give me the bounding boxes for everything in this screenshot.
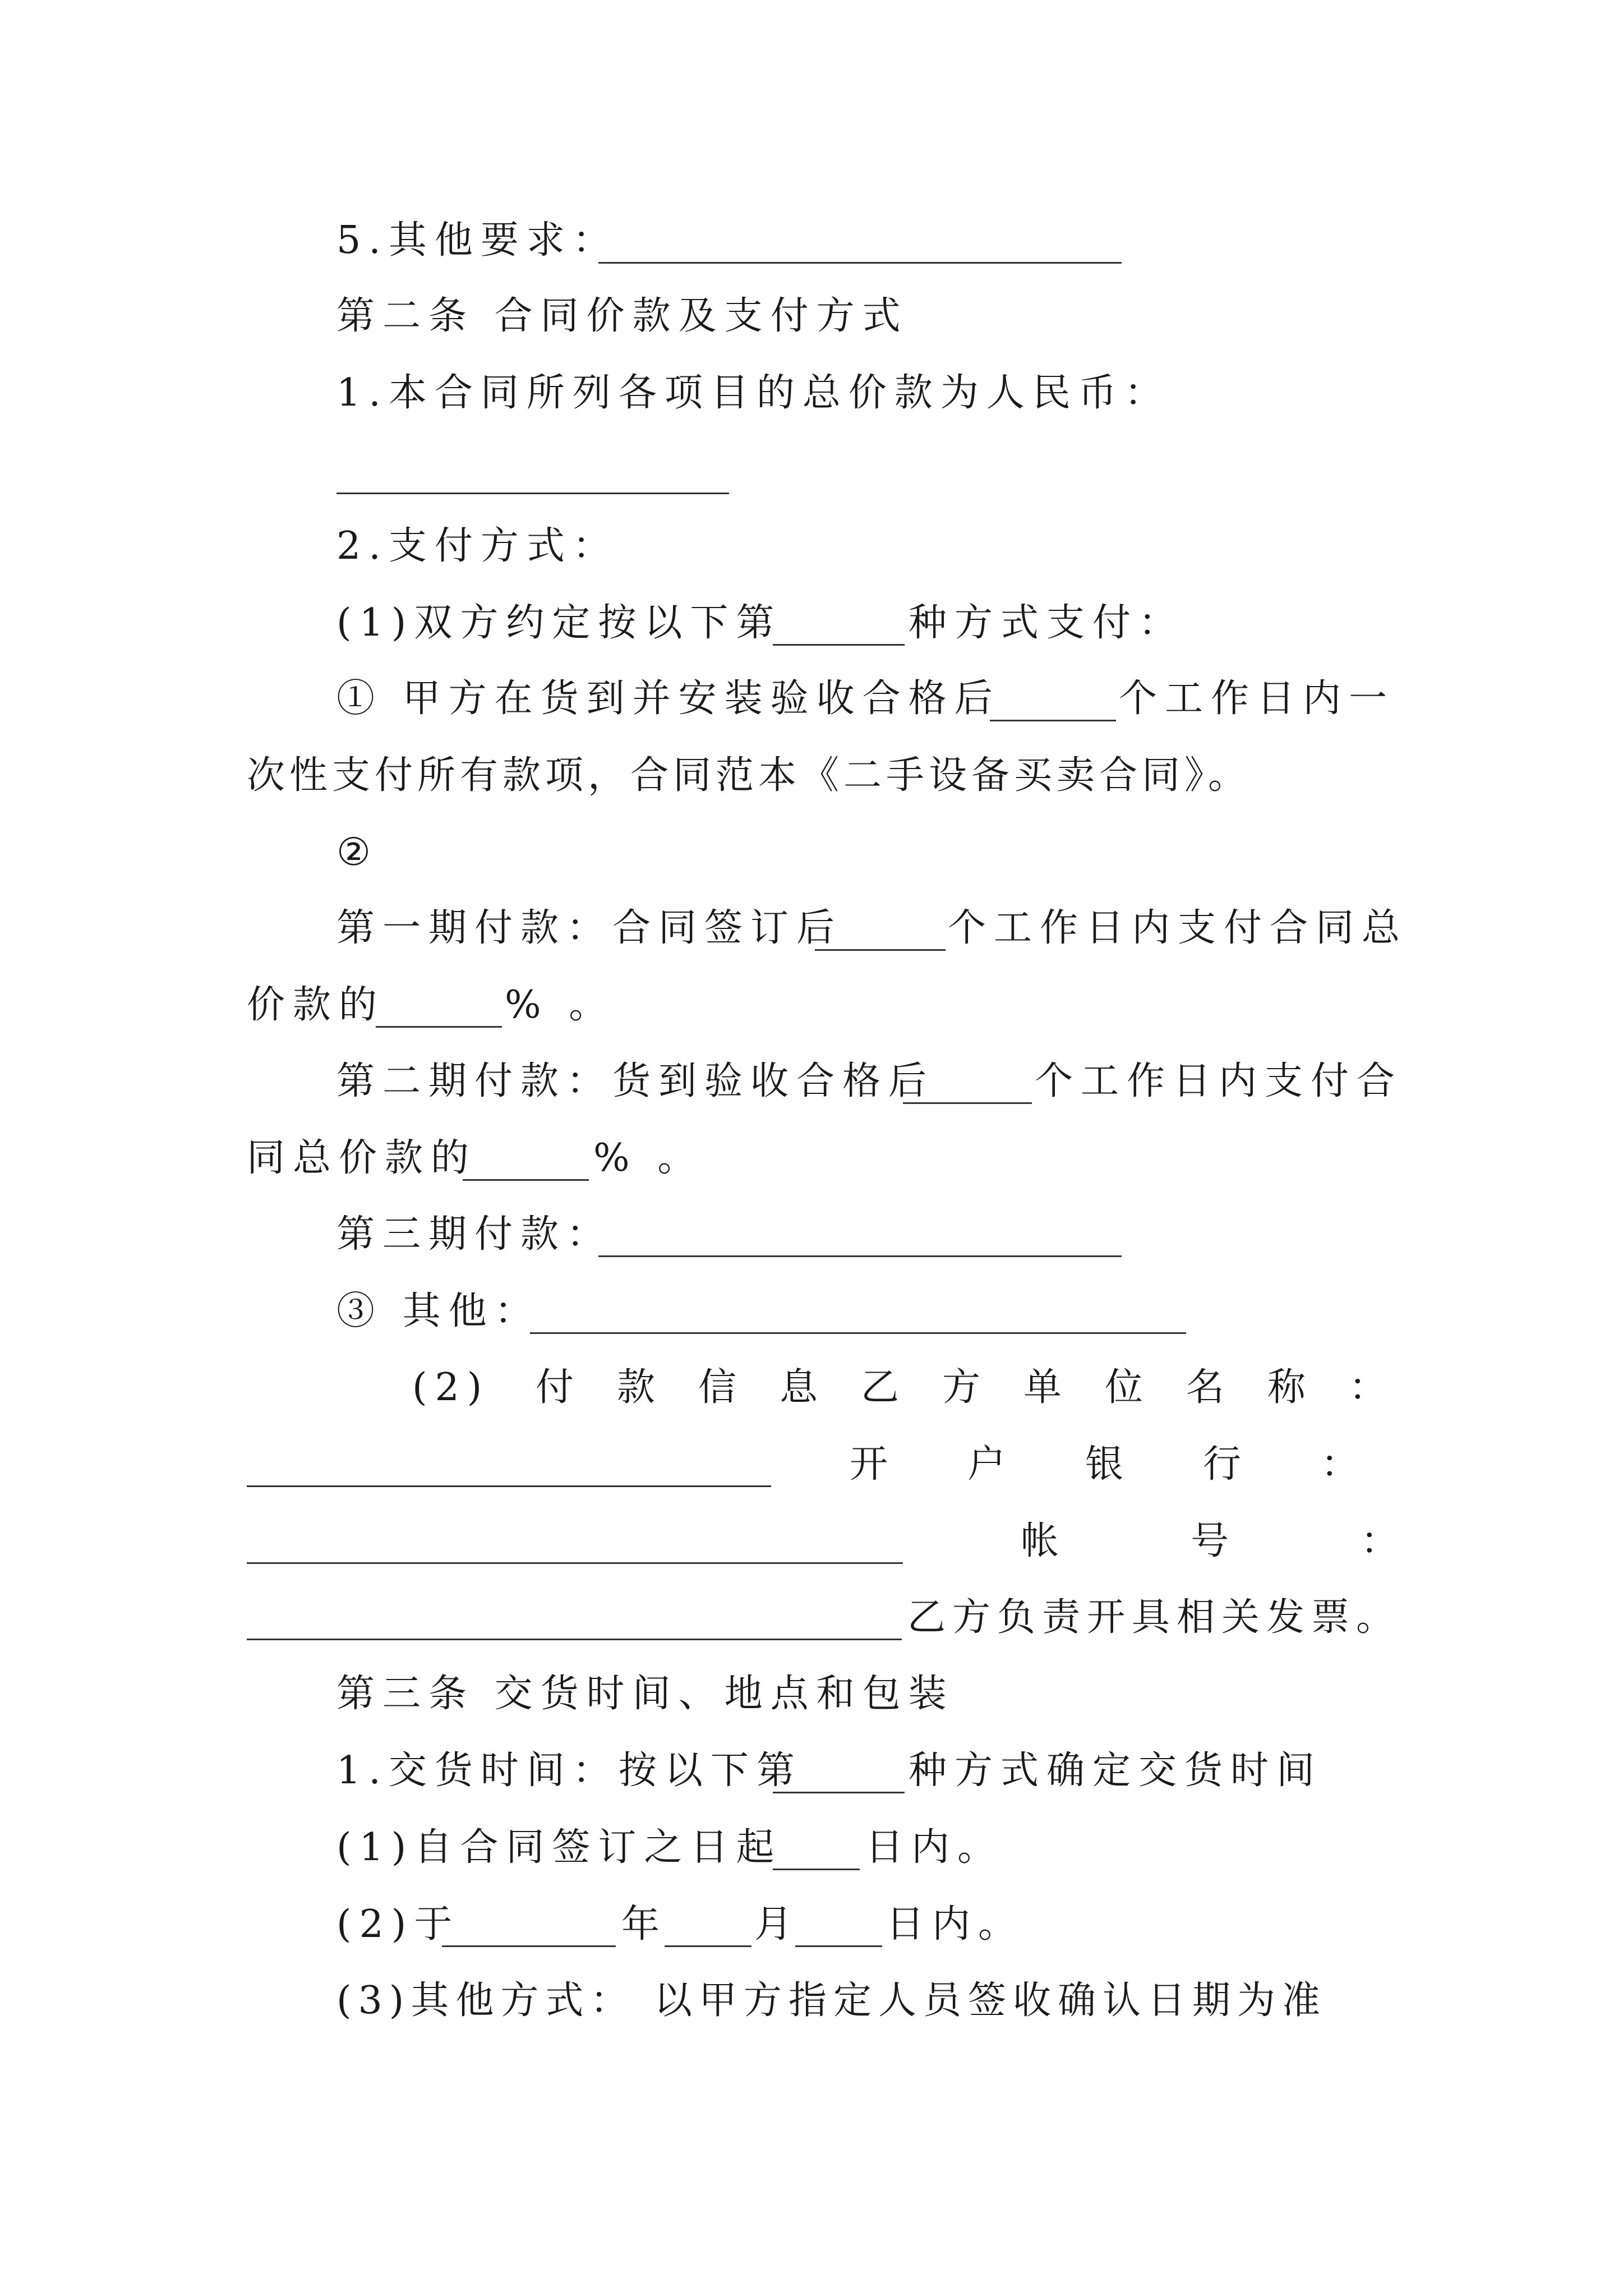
delivery-time-suffix: 种方式确定交货时间: [909, 1749, 1323, 1793]
agree-choice-suffix: 种方式支付：: [909, 601, 1185, 645]
phase1-suffix: 个工作日内支付合同总: [948, 906, 1408, 950]
option3-blank: [530, 1332, 1186, 1334]
delivery-option3: (3)其他方式： 以甲方指定人员签收确认日期为准: [336, 1978, 1327, 2023]
delivery-option2: (2)于: [336, 1902, 460, 1947]
agree-choice-label: (1)双方约定按以下第: [336, 601, 782, 645]
phase2-text: 第二期付款：货到验收合格后: [336, 1059, 935, 1103]
total-price-blank: [336, 493, 729, 494]
option1-continuation: 次性支付所有款项，合同范本《二手设备买卖合同》。: [247, 753, 1251, 798]
option1-suffix: 个工作日内一: [1119, 677, 1395, 721]
phase2-days-blank: [903, 1102, 1032, 1104]
delivery-days-blank: [773, 1869, 860, 1870]
payee-name-blank: [247, 1485, 771, 1487]
payment-info-marker: (2): [412, 1365, 490, 1410]
phase2-suffix: 个工作日内支付合: [1035, 1059, 1403, 1103]
option1-blank: [990, 720, 1116, 721]
phase1-days-blank: [815, 949, 946, 951]
phase3-blank: [598, 1255, 1122, 1257]
article3-heading: 第三条 交货时间、地点和包装: [336, 1672, 955, 1716]
total-price-label: 1.本合同所列各项目的总价款为人民币：: [336, 371, 1170, 415]
bank-blank: [247, 1562, 903, 1564]
delivery-option1-suffix: 日内。: [865, 1825, 1004, 1870]
delivery-month-blank: [665, 1945, 751, 1947]
account-label: 帐号：: [1021, 1519, 1531, 1563]
payment-method-label: 2.支付方式：: [336, 524, 619, 568]
item5-blank: [598, 262, 1122, 264]
phase2-continuation: 同总价款的: [247, 1136, 477, 1180]
item5-label: 5.其他要求：: [336, 218, 619, 263]
invoice-note: 乙方负责开具相关发票。: [907, 1595, 1401, 1640]
phase1-percent-blank: [376, 1026, 502, 1028]
option3-label: ③ 其他：: [336, 1289, 541, 1333]
bank-label: 开户银行：: [850, 1442, 1439, 1487]
option2-marker: ②: [336, 830, 379, 875]
phase2-percent-blank: [463, 1179, 589, 1181]
month-label: 月: [754, 1902, 801, 1947]
delivery-option2-suffix: 日内。: [886, 1902, 1025, 1947]
phase1-percent: % 。: [505, 983, 615, 1027]
delivery-time-label: 1.交货时间：按以下第: [336, 1749, 803, 1793]
agree-choice-blank: [773, 644, 905, 646]
phase3-label: 第三期付款：: [336, 1212, 613, 1257]
phase1-text: 第一期付款：合同签订后: [336, 906, 843, 950]
account-blank: [247, 1639, 902, 1640]
delivery-year-blank: [442, 1945, 616, 1947]
delivery-day-blank: [795, 1945, 882, 1947]
year-label: 年: [621, 1902, 668, 1947]
phase2-percent: % 。: [593, 1136, 704, 1180]
phase1-continuation: 价款的: [247, 983, 385, 1027]
delivery-option1: (1)自合同签订之日起: [336, 1825, 782, 1870]
option1-text: ① 甲方在货到并安装验收合格后: [336, 677, 1000, 721]
article2-heading: 第二条 合同价款及支付方式: [336, 294, 909, 338]
payee-name-label: 付款信息乙方单位名称：: [536, 1365, 1431, 1410]
delivery-choice-blank: [773, 1792, 905, 1793]
